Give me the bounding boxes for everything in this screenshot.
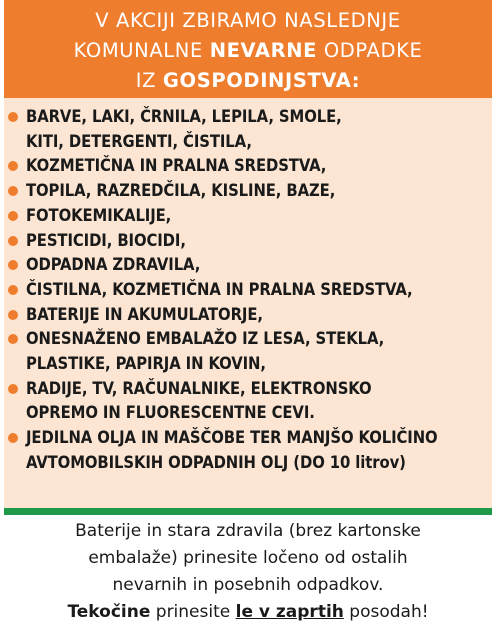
- note-line-2: embalaže) prinesite ločeno od ostalih: [88, 548, 408, 568]
- list-item-text: ONESNAŽENO EMBALAŽO IZ LESA, STEKLA,: [26, 329, 385, 349]
- list-item-text: JEDILNA OLJA IN MAŠČOBE TER MANJŠO KOLIČINO: [26, 428, 438, 448]
- bullet-icon: [8, 433, 18, 443]
- divider-bar: [4, 508, 492, 515]
- list-item-text-continued: AVTOMOBILSKIH ODPADNIH OLJ (DO 10 litrov): [26, 452, 406, 472]
- header-emphasis-gospodinjstva: GOSPODINJSTVA:: [162, 69, 361, 92]
- list-item: [8, 327, 492, 376]
- header-line-2-text-b: ODPADKE: [317, 39, 423, 62]
- note-emphasis-closed-containers: le v zaprtih: [235, 602, 344, 622]
- list-item-text: KOZMETIČNA IN PRALNA SREDSTVA,: [26, 156, 327, 176]
- list-item: [8, 154, 492, 179]
- header-line-2: [4, 36, 492, 66]
- header-banner: [4, 0, 492, 98]
- list-item: [8, 229, 492, 254]
- bullet-icon: [8, 112, 18, 122]
- note-line-3: nevarnih in posebnih odpadkov.: [112, 575, 384, 595]
- list-item: [8, 204, 492, 229]
- list-item-text-continued: KITI, DETERGENTI, ČISTILA,: [26, 131, 252, 151]
- bullet-icon: [8, 260, 18, 270]
- list-item: [8, 377, 492, 426]
- list-item-text: FOTOKEMIKALIJE,: [26, 205, 172, 225]
- list-item-text: BARVE, LAKI, ČRNILA, LEPILA, SMOLE,: [26, 107, 342, 126]
- list-item-text: PESTICIDI, BIOCIDI,: [26, 230, 186, 250]
- bullet-icon: [8, 186, 18, 196]
- list-item-text: BATERIJE IN AKUMULATORJE,: [26, 304, 263, 324]
- header-line-3: [4, 66, 492, 96]
- list-item-text-continued: PLASTIKE, PAPIRJA IN KOVIN,: [26, 354, 266, 374]
- waste-list-panel: [4, 98, 492, 508]
- bullet-icon: [8, 384, 18, 394]
- bullet-icon: [8, 161, 18, 171]
- note-emphasis-tekocine: Tekočine: [67, 602, 151, 622]
- bullet-icon: [8, 211, 18, 221]
- list-item: [8, 426, 492, 475]
- list-item: [8, 105, 492, 154]
- waste-list: [8, 105, 492, 476]
- list-item: [8, 253, 492, 278]
- note-line-4-end: posodah!: [343, 602, 429, 622]
- header-line-1: V AKCIJI ZBIRAMO NASLEDNJE: [95, 9, 401, 32]
- list-item-text: ČISTILNA, KOZMETIČNA IN PRALNA SREDSTVA,: [26, 279, 413, 299]
- bullet-icon: [8, 334, 18, 344]
- list-item-text: TOPILA, RAZREDČILA, KISLINE, BAZE,: [26, 181, 336, 201]
- list-item: [8, 179, 492, 204]
- note-line-4: [4, 599, 492, 626]
- list-item: [8, 303, 492, 328]
- list-item-text: ODPADNA ZDRAVILA,: [26, 255, 201, 275]
- list-item: [8, 278, 492, 303]
- list-item-text: RADIJE, TV, RAČUNALNIKE, ELEKTRONSKO: [26, 378, 372, 398]
- note-line-1: Baterije in stara zdravila (brez kartonske: [75, 521, 421, 541]
- header-line-3-text-a: IZ: [135, 69, 163, 92]
- note-line-4-mid: prinesite: [150, 602, 236, 622]
- header-line-2-text-a: KOMUNALNE: [73, 39, 210, 62]
- instructions-note: [4, 518, 492, 626]
- bullet-icon: [8, 236, 18, 246]
- header-emphasis-nevarne: NEVARNE: [209, 39, 318, 62]
- bullet-icon: [8, 310, 18, 320]
- bullet-icon: [8, 285, 18, 295]
- list-item-text-continued: OPREMO IN FLUORESCENTNE CEVI.: [26, 403, 315, 423]
